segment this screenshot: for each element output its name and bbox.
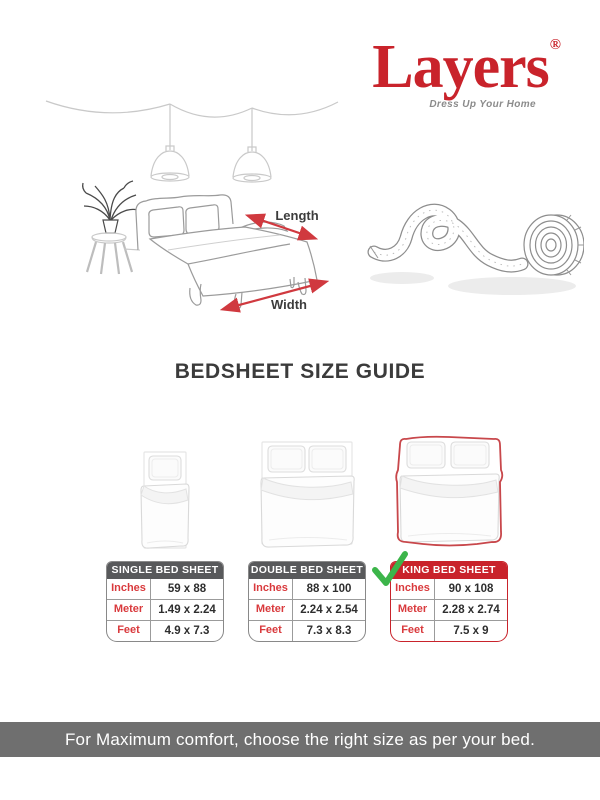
brand-name: Layers — [372, 33, 549, 101]
size-value: 90 x 108 — [448, 583, 494, 595]
size-value: 2.28 x 2.74 — [442, 604, 500, 616]
tape-coil — [524, 215, 584, 275]
unit-label: Feet — [249, 621, 293, 641]
size-column-king — [390, 428, 508, 642]
double-bed-svg — [257, 440, 357, 550]
size-value: 59 x 88 — [167, 583, 207, 595]
table-row — [249, 579, 365, 599]
plant-on-stool — [83, 181, 140, 274]
footer-text: For Maximum comfort, choose the right size as per your bed. — [64, 729, 536, 749]
bedroom-illustration-svg — [40, 98, 342, 340]
page-title: BEDSHEET SIZE GUIDE — [174, 360, 426, 383]
unit-label: Feet — [391, 621, 435, 641]
king-table-wrap — [390, 561, 508, 642]
unit-label: Feet — [107, 621, 151, 641]
table-row — [249, 620, 365, 641]
king-bed-svg — [393, 434, 505, 550]
table-row — [391, 620, 507, 641]
table-row — [107, 599, 223, 620]
selected-checkmark-icon — [370, 549, 410, 589]
unit-label: Meter — [391, 600, 435, 620]
size-table-title: SINGLE BED SHEET — [107, 562, 223, 579]
single-size-table — [106, 561, 224, 642]
table-row — [391, 599, 507, 620]
unit-label: Meter — [249, 600, 293, 620]
double-bed-image — [257, 428, 357, 550]
single-table-wrap — [106, 561, 224, 642]
registered-trademark-icon: ® — [549, 37, 561, 53]
ceiling-wires — [46, 101, 338, 151]
size-value: 88 x 100 — [306, 583, 352, 595]
brand-tagline: Dress Up Your Home — [429, 99, 536, 110]
length-label: Length — [275, 208, 319, 223]
unit-label: Meter — [107, 600, 151, 620]
table-row — [107, 579, 223, 599]
size-value: 7.5 x 9 — [453, 625, 489, 637]
width-label: Width — [271, 297, 307, 312]
measuring-tape-illustration — [362, 180, 584, 312]
unit-label: Inches — [249, 579, 293, 599]
brand-logo — [360, 33, 561, 110]
size-value: 2.24 x 2.54 — [300, 604, 358, 616]
measuring-tape-svg — [362, 180, 584, 312]
king-bed-image — [393, 428, 505, 550]
size-value: 7.3 x 8.3 — [306, 625, 352, 637]
size-value: 1.49 x 2.24 — [158, 604, 216, 616]
table-row — [249, 599, 365, 620]
pendant-lamp-icon — [151, 146, 189, 181]
pendant-lamp-icon — [233, 147, 271, 182]
size-column-single — [106, 428, 224, 642]
table-row — [107, 620, 223, 641]
size-table-title: KING BED SHEET — [391, 562, 507, 579]
size-columns — [0, 428, 600, 642]
size-column-double — [248, 428, 366, 642]
footer-note — [0, 722, 600, 757]
unit-label: Inches — [107, 579, 151, 599]
single-bed-svg — [135, 450, 195, 550]
single-bed-image — [135, 428, 195, 550]
size-table-title: DOUBLE BED SHEET — [249, 562, 365, 579]
double-table-wrap — [248, 561, 366, 642]
brand-name-line — [360, 33, 561, 101]
bedroom-illustration — [40, 98, 342, 340]
double-size-table — [248, 561, 366, 642]
size-value: 4.9 x 7.3 — [164, 625, 210, 637]
unit-label: Inches — [391, 579, 435, 599]
